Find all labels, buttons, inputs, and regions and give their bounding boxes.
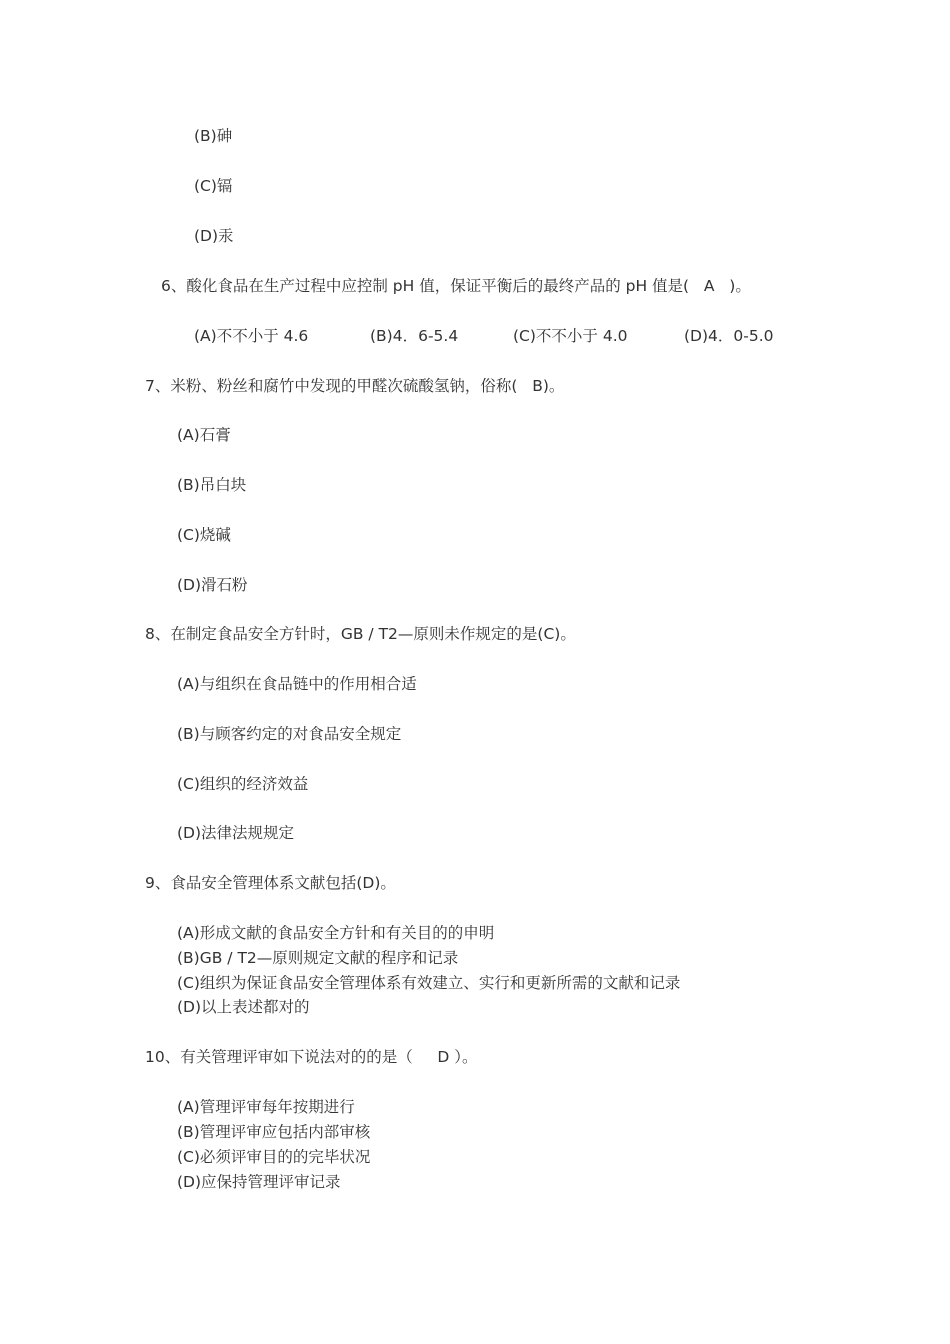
- q6-question: 6、酸化食品在生产过程中应控制 pH 值，保证平衡后的最终产品的 pH 值是( A )。: [161, 277, 751, 295]
- q10-option-d: (D)应保持管理评审记录: [177, 1173, 341, 1191]
- q7-option-b: (B)吊白块: [177, 476, 247, 494]
- q10-question: 10、有关管理评审如下说法对的的是（ D ）。: [145, 1048, 478, 1066]
- q9-option-d: (D)以上表述都对的: [177, 998, 310, 1016]
- q7-option-d: (D)滑石粉: [177, 576, 248, 594]
- q9-option-a: (A)形成文献的食品安全方针和有关目的的申明: [177, 924, 495, 942]
- q6-option-b: (B)4．6-5.4: [370, 327, 459, 345]
- q10-option-b: (B)管理评审应包括内部审核: [177, 1123, 371, 1141]
- q6-option-a: (A)不不小于 4.6: [194, 327, 309, 345]
- q7-option-a: (A)石膏: [177, 426, 231, 444]
- q8-option-c: (C)组织的经济效益: [177, 775, 309, 793]
- q8-option-a: (A)与组织在食品链中的作用相合适: [177, 675, 417, 693]
- q10-option-a: (A)管理评审每年按期进行: [177, 1098, 355, 1116]
- q7-option-c: (C)烧碱: [177, 526, 231, 544]
- q7-question: 7、米粉、粉丝和腐竹中发现的甲醛次硫酸氢钠，俗称( B)。: [145, 377, 565, 395]
- q9-option-c: (C)组织为保证食品安全管理体系有效建立、实行和更新所需的文献和记录: [177, 974, 681, 992]
- q8-option-b: (B)与顾客约定的对食品安全规定: [177, 725, 402, 743]
- q5-option-d: (D)汞: [194, 227, 234, 245]
- q8-option-d: (D)法律法规规定: [177, 824, 295, 842]
- q8-question: 8、在制定食品安全方针时，GB / T2—原则未作规定的是(C)。: [145, 625, 576, 643]
- q6-option-c: (C)不不小于 4.0: [513, 327, 628, 345]
- q5-option-b: (B)砷: [194, 127, 233, 145]
- q10-option-c: (C)必须评审目的的完毕状况: [177, 1148, 371, 1166]
- q6-option-d: (D)4．0-5.0: [684, 327, 774, 345]
- q5-option-c: (C)镉: [194, 177, 233, 195]
- q9-question: 9、食品安全管理体系文献包括(D)。: [145, 874, 396, 892]
- q9-option-b: (B)GB / T2—原则规定文献的程序和记录: [177, 949, 459, 967]
